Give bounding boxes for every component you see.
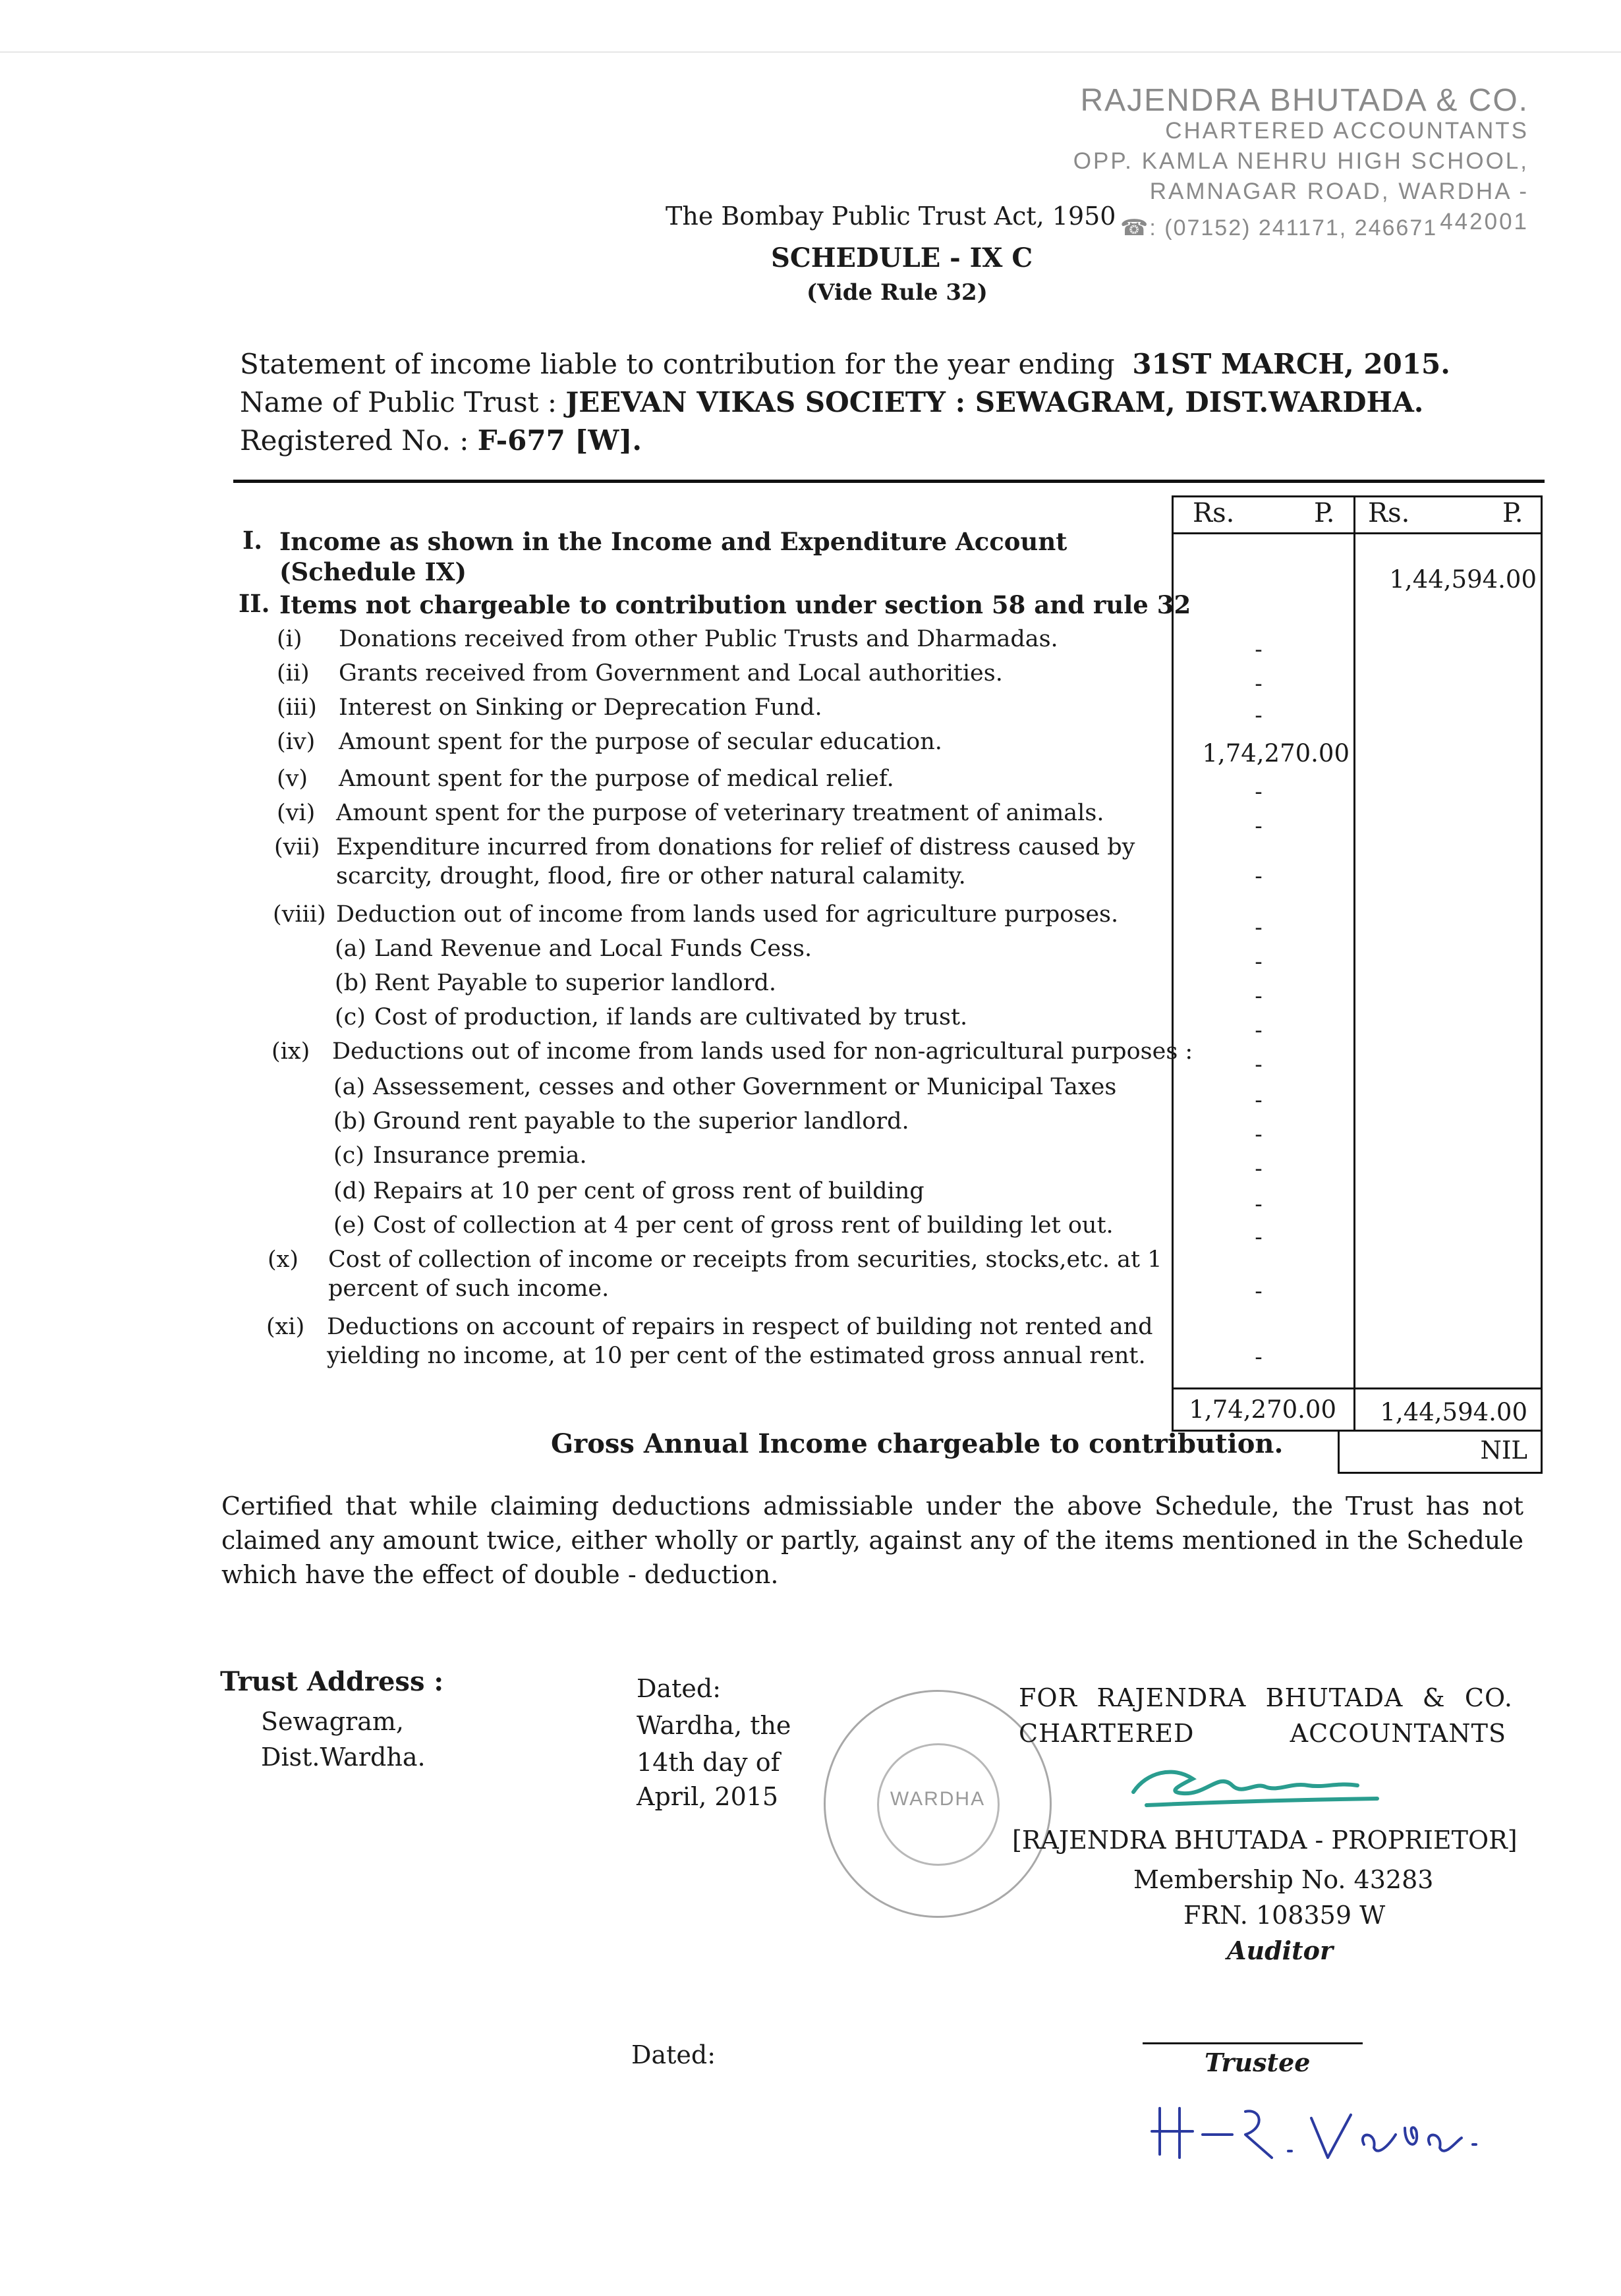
vide-rule: (Vide Rule 32) (807, 279, 988, 306)
auditor-firm-line: FOR RAJENDRA BHUTADA & CO. (1019, 1683, 1513, 1712)
item-amount: - (1255, 1278, 1263, 1304)
deduction-row (274, 833, 1166, 896)
item-text: Assessement, cesses and other Government or Municipal Taxes (373, 1074, 1117, 1100)
deduction-row (277, 659, 1166, 692)
auditor-designation-line: CHARTERED ACCOUNTANTS (1019, 1719, 1506, 1748)
item-text: Rent Payable to superior landlord. (374, 970, 776, 996)
item-amount: - (1255, 813, 1263, 839)
deduction-row (268, 1245, 1166, 1308)
item-text: Amount spent for the purpose of secular education. (339, 729, 942, 755)
deduction-row (273, 900, 1166, 933)
auditor-frn: FRN. 108359 W (1183, 1901, 1386, 1930)
dated-line2: 14th day of (637, 1748, 780, 1777)
item-number: (iv) (277, 729, 316, 755)
header-bottom-border (1172, 532, 1543, 534)
deduction-subrow (335, 1003, 1166, 1036)
item-amount: - (1255, 1051, 1263, 1078)
item-text: Amount spent for the purpose of veterinary treatment of animals. (336, 800, 1104, 826)
item-letter: (c) (333, 1142, 364, 1169)
deduction-row (277, 693, 1166, 726)
item-number: (ix) (271, 1038, 310, 1065)
dated-line1: Wardha, the (637, 1711, 791, 1740)
deduction-subrow (333, 1211, 1166, 1244)
item-number: (vii) (274, 834, 320, 860)
item-number: (ii) (277, 660, 310, 686)
trust-address-line2: Dist.Wardha. (261, 1743, 426, 1772)
firm-name: RAJENDRA BHUTADA & CO. (1080, 83, 1529, 118)
item-letter: (c) (335, 1004, 366, 1030)
col2-rs-header: Rs. (1368, 498, 1410, 528)
item-text: Repairs at 10 per cent of gross rent of building (373, 1178, 924, 1204)
item-amount: - (1255, 671, 1263, 697)
item-text: Cost of production, if lands are cultivated by trust. (374, 1004, 968, 1030)
firm-address-line1: OPP. KAMLA NEHRU HIGH SCHOOL, (1073, 148, 1529, 174)
firm-phone: ☎: (07152) 241171, 246671 (1120, 215, 1438, 240)
item-number: (iii) (277, 694, 317, 721)
nil-box-bottom-border (1338, 1472, 1543, 1474)
item-text: Deductions out of income from lands used for non-agricultural purposes : (332, 1038, 1193, 1065)
deduction-row (277, 764, 1166, 797)
deduction-row (277, 798, 1166, 831)
item-amount: - (1255, 1017, 1263, 1044)
item-letter: (a) (333, 1074, 366, 1100)
item-number: (vi) (277, 800, 316, 826)
auditor-name: [RAJENDRA BHUTADA - PROPRIETOR] (1012, 1826, 1518, 1855)
deduction-subrow (335, 968, 1166, 1001)
col1-right-border (1353, 495, 1355, 1431)
item-number: (v) (277, 766, 308, 792)
dated-line3: April, 2015 (637, 1782, 779, 1811)
item-letter: (e) (333, 1212, 366, 1239)
dated-label: Dated: (637, 1674, 722, 1703)
trust-address-label: Trust Address : (220, 1666, 444, 1697)
act-title: The Bombay Public Trust Act, 1950 (666, 202, 1116, 231)
total-deductions: 1,74,270.00 (1189, 1395, 1336, 1424)
deduction-subrow (333, 1107, 1166, 1140)
col1-p-header: P. (1314, 498, 1335, 528)
item-amount: - (1255, 779, 1263, 805)
section-1-title: Income as shown in the Income and Expenditure Account (279, 527, 1067, 556)
firm-seal-stamp (824, 1690, 1052, 1918)
item-amount: - (1255, 1156, 1263, 1182)
gross-income-value: NIL (1480, 1436, 1527, 1465)
item-number: (x) (268, 1246, 299, 1273)
item-amount: - (1255, 949, 1263, 975)
item-text: Interest on Sinking or Deprecation Fund. (339, 694, 822, 721)
item-number: (xi) (266, 1314, 305, 1340)
section-1-roman: I. (242, 526, 263, 555)
item-amount: - (1255, 1191, 1263, 1218)
item-text: Deduction out of income from lands used for agriculture purposes. (336, 901, 1119, 928)
nil-box-left-border (1338, 1431, 1340, 1473)
item-number: (i) (277, 626, 302, 652)
item-text: Insurance premia. (373, 1142, 587, 1169)
item-amount: - (1255, 702, 1263, 729)
deduction-subrow (335, 934, 1166, 967)
item-amount: - (1255, 1224, 1263, 1250)
col2-p-header: P. (1502, 498, 1523, 528)
item-letter: (b) (333, 1108, 366, 1134)
item-text-continued: scarcity, drought, flood, fire or other natural calamity. (336, 863, 966, 889)
trustee-signature-line (1143, 2042, 1363, 2044)
item-text: Cost of collection at 4 per cent of gross rent of building let out. (373, 1212, 1114, 1239)
item-letter: (b) (335, 970, 368, 996)
item-text-continued: yielding no income, at 10 per cent of the estimated gross annual rent. (327, 1343, 1146, 1369)
item-amount: - (1255, 1121, 1263, 1148)
item-amount: - (1255, 983, 1263, 1009)
schedule-title: SCHEDULE - IX C (771, 242, 1033, 273)
statement-line-reg: Registered No. : F-677 [W]. (240, 424, 642, 457)
trust-name: JEEVAN VIKAS SOCIETY : SEWAGRAM, DIST.WARDHA. (565, 386, 1424, 418)
item-text: Cost of collection of income or receipts from securities, stocks,etc. at 1 (328, 1246, 1162, 1273)
item-number: (viii) (273, 901, 326, 928)
item-amount: - (1255, 1087, 1263, 1113)
auditor-role: Auditor (1227, 1936, 1334, 1965)
year-end: 31ST MARCH, 2015. (1132, 348, 1450, 380)
table-top-rule (233, 480, 1545, 483)
item-letter: (d) (333, 1178, 366, 1204)
firm-address-line2: RAMNAGAR ROAD, WARDHA - 442001 (1149, 179, 1529, 235)
statement-line-year: Statement of income liable to contribution for the year ending 31ST MARCH, 2015. (240, 348, 1450, 380)
deduction-row (277, 727, 1166, 760)
deduction-row (271, 1037, 1193, 1070)
section-2-roman: II. (239, 589, 270, 618)
item-text-continued: percent of such income. (328, 1275, 610, 1302)
deduction-subrow (333, 1141, 1166, 1174)
section-2-title: Items not chargeable to contribution under section 58 and rule 32 (279, 590, 1191, 619)
item-amount: - (1255, 636, 1263, 663)
item-text: Expenditure incurred from donations for relief of distress caused by (336, 834, 1135, 860)
item-text: Deductions on account of repairs in respect of building not rented and (327, 1314, 1153, 1340)
trustee-label: Trustee (1205, 2048, 1311, 2077)
item-amount: - (1255, 1344, 1263, 1370)
item-text: Grants received from Government and Local authorities. (339, 660, 1003, 686)
section-1-amount: 1,44,594.00 (1389, 565, 1537, 594)
header-top-border (1172, 495, 1543, 497)
registration-number: F-677 [W]. (477, 424, 642, 457)
deduction-subrow (333, 1073, 1166, 1106)
item-amount: - (1255, 914, 1263, 941)
section-1-subtitle: (Schedule IX) (279, 557, 467, 586)
item-text: Land Revenue and Local Funds Cess. (374, 936, 812, 962)
auditor-membership: Membership No. 43283 (1133, 1865, 1434, 1894)
total-income: 1,44,594.00 (1380, 1398, 1527, 1426)
auditor-signature (1120, 1746, 1410, 1818)
certification-text: Certified that while claiming deductions admissiable under the above Schedule, the Trust has not claimed any amount twice, either wholly or partly, against any of the items mentioned in the Schedule which have the effect of double - deduction. (221, 1492, 1523, 1589)
item-letter: (a) (335, 936, 367, 962)
seal-center-text: WARDHA (890, 1788, 986, 1810)
item-amount: 1,74,270.00 (1202, 739, 1350, 768)
top-scan-edge (0, 51, 1621, 53)
item-text: Donations received from other Public Trusts and Dharmadas. (339, 626, 1058, 652)
statement-block (240, 345, 1450, 460)
firm-designation: CHARTERED ACCOUNTANTS (1165, 118, 1529, 144)
trustee-signature (1147, 2095, 1489, 2168)
item-text: Amount spent for the purpose of medical relief. (339, 766, 894, 792)
gross-income-label: Gross Annual Income chargeable to contribution. (551, 1428, 1284, 1459)
trust-address-line1: Sewagram, (261, 1707, 404, 1736)
col2-right-border (1541, 495, 1543, 1473)
deduction-row (266, 1312, 1166, 1376)
totals-top-border (1172, 1387, 1543, 1389)
item-text: Ground rent payable to the superior landlord. (373, 1108, 909, 1134)
col1-rs-header: Rs. (1193, 498, 1235, 528)
item-amount: - (1255, 863, 1263, 889)
statement-line-trust: Name of Public Trust : JEEVAN VIKAS SOCIETY : SEWAGRAM, DIST.WARDHA. (240, 386, 1424, 418)
deduction-subrow (333, 1177, 1166, 1210)
deduction-row (277, 625, 1166, 658)
bottom-dated-label: Dated: (631, 2040, 716, 2069)
